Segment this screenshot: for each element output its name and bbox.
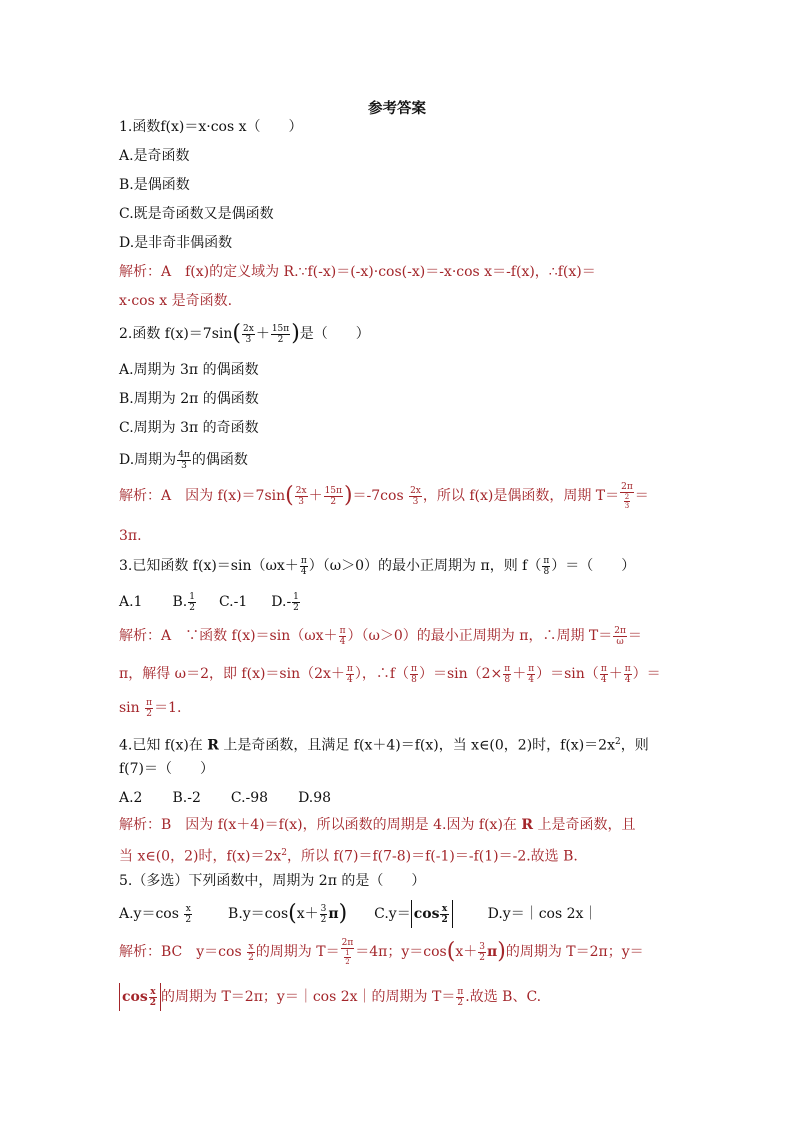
- q2-stem: 2.函数 f(x)＝7sin( $\frac{2x}{3}$ ＋ $\frac{15\pi}{2}$ )是（ ）: [119, 321, 370, 346]
- q4-analysis-line1: 解析：B 因为 f(x＋4)＝f(x)，所以函数的周期是 4.因为 f(x)在 R 上是奇函数，且: [119, 817, 636, 833]
- q3-analysis-line3: sin $\frac{\pi}{2}$ ＝1.: [119, 697, 182, 719]
- q2-analysis-line2: 3π.: [119, 528, 142, 544]
- q2-analysis-line1: 解析：A 因为 f(x)＝7sin( $\frac{2x}{3}$ ＋ $\frac{15\pi}{2}$ )＝-7cos $\frac{2x}{3}$ ，所以 f(x)是偶函数，周期 T＝ $\frac{2\pi}{\frac{2}{3}}$ ＝: [119, 482, 649, 510]
- q3-analysis-line1: 解析：A ∵函数 f(x)＝sin（ωx＋ $\frac{\pi}{4}$ ）（ω＞0）的最小正周期为 π，∴周期 T＝ $\frac{2\pi}{\omega}$ ＝: [119, 625, 642, 647]
- q4-stem-line2: f(7)＝（ ）: [119, 761, 215, 777]
- q4-stem-line1: 4.已知 f(x)在 R 上是奇函数，且满足 f(x＋4)＝f(x)，当 x∈(0，2)时，$f(x)=2x^2$，则: [119, 737, 649, 754]
- q4-analysis-line2: 当 x∈(0，2)时，$f(x)=2x^2$，所以 f(7)＝f(7-8)＝f(-1)＝-f(1)＝-2.故选 B.: [119, 848, 578, 865]
- q1-option-a: A.是奇函数: [119, 148, 190, 164]
- q1-option-b: B.是偶函数: [119, 177, 190, 193]
- q1-stem: 1.函数f(x)＝x·cos x（ ）: [119, 119, 303, 135]
- q5-analysis-line1: 解析：BC y＝cos $\frac{x}{2}$ 的周期为 T＝ $\frac{2\pi}{\frac{1}{2}}$ ＝4π；y＝cos(x＋ $\frac{3}{2}$ π)的周期为 T＝2π；y＝: [119, 938, 644, 966]
- q2-option-b: B.周期为 2π 的偶函数: [119, 391, 259, 407]
- q5-stem: 5.（多选）下列函数中，周期为 2π 的是（ ）: [119, 873, 426, 889]
- q4-options: A.2 B.-2 C.-98 D.98: [119, 790, 332, 806]
- q1-option-c: C.既是奇函数又是偶函数: [119, 206, 274, 222]
- q1-option-d: D.是非奇非偶函数: [119, 235, 233, 251]
- q1-analysis-line2: x·cos x 是奇函数.: [119, 293, 233, 309]
- q3-options: A.1 B. $\frac{1}{2}$ C.-1 D.- $\frac{1}{2}$: [119, 591, 299, 613]
- q3-stem: 3.已知函数 f(x)＝sin（ωx＋ $\frac{\pi}{4}$ ）（ω＞0）的最小正周期为 π，则 f（ $\frac{\pi}{8}$ ）＝（ ）: [119, 555, 636, 577]
- q5-options: A.y＝cos $\frac{x}{2}$ B.y＝cos(x＋ $\frac{3}{2}$ π) C.y＝ cos $\frac{x}{2}$ D.y＝｜cos 2x｜: [119, 901, 598, 926]
- q5-analysis-line2: cos $\frac{x}{2}$ 的周期为 T＝2π；y＝｜cos 2x｜的周期为 T＝ $\frac{\pi}{2}$ .故选 B、C.: [119, 983, 541, 1011]
- q2-option-a: A.周期为 3π 的偶函数: [119, 362, 259, 378]
- q3-analysis-line2: π，解得 ω＝2，即 f(x)＝sin（2x＋ $\frac{\pi}{4}$ ），∴f（ $\frac{\pi}{8}$ ）＝sin（2× $\frac{\pi}{8}$ ＋ $\frac{\pi}{4}$ ）＝sin（ $\frac{\pi}{4}$ ＋ $\frac{\pi}{4}$ ）＝: [119, 663, 661, 685]
- q1-analysis-line1: 解析：A f(x)的定义域为 R.∵f(-x)＝(-x)·cos(-x)＝-x·cos x＝-f(x)，∴f(x)＝: [119, 264, 596, 280]
- q2-option-c: C.周期为 3π 的奇函数: [119, 420, 259, 436]
- q2-option-d: D.周期为 $\frac{4\pi}{3}$ 的偶函数: [119, 449, 248, 471]
- page-title: 参考答案: [368, 100, 426, 117]
